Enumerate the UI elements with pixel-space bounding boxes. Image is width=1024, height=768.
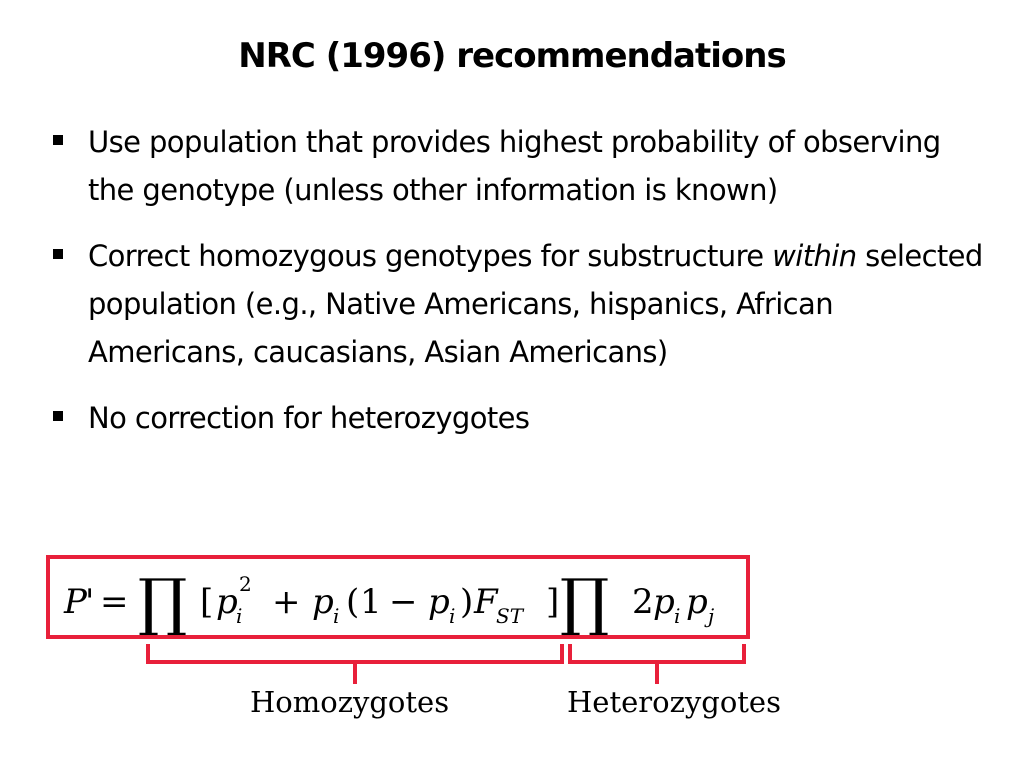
formula-close-paren: ): [460, 582, 474, 622]
formula-superscript-2: 2: [239, 572, 252, 596]
formula-subscript-i: i: [449, 604, 456, 628]
formula-two: 2: [632, 582, 654, 622]
formula-subscript-j: j: [708, 604, 715, 628]
formula-lhs-p: P: [64, 582, 87, 622]
formula-p: p: [216, 582, 238, 622]
product-symbol: ∏: [138, 565, 188, 638]
formula-equals: =: [100, 582, 129, 622]
product-symbol: ∏: [560, 565, 610, 638]
bullet-text: Use population that provides highest probability of observing the genotype (unless other information is known): [88, 125, 941, 207]
formula-close-bracket: ]: [546, 582, 560, 622]
bullet-text: No correction for heterozygotes: [88, 401, 530, 435]
formula-minus: −: [389, 582, 418, 622]
formula-one: 1: [360, 582, 382, 622]
formula-subscript-st: ST: [496, 604, 524, 628]
formula-f: F: [474, 582, 498, 622]
homozygotes-bracket: [148, 644, 562, 662]
bullet-text-before: Correct homozygous genotypes for substructure: [88, 239, 773, 273]
formula-subscript-i: i: [674, 604, 681, 628]
formula-p: p: [312, 582, 334, 622]
bullet-emphasis: within: [772, 239, 857, 273]
formula-p: p: [686, 582, 708, 622]
formula-prime: ': [85, 582, 95, 622]
slide-title: NRC (1996) recommendations: [238, 36, 786, 76]
bullet-text-after: selected population (e.g., Native Americans, hispanics, African Americans, caucasians, Asian Americans): [88, 239, 983, 369]
heterozygotes-bracket: [570, 644, 744, 662]
heterozygotes-label: Heterozygotes: [567, 685, 781, 719]
formula-open-bracket: [: [200, 582, 214, 622]
formula-p: p: [653, 582, 675, 622]
formula-subscript-i: i: [236, 604, 243, 628]
homozygotes-label: Homozygotes: [250, 685, 450, 719]
formula-subscript-i: i: [333, 604, 340, 628]
formula-plus: +: [272, 582, 301, 622]
formula-open-paren: (: [346, 582, 360, 622]
formula-p: p: [428, 582, 450, 622]
